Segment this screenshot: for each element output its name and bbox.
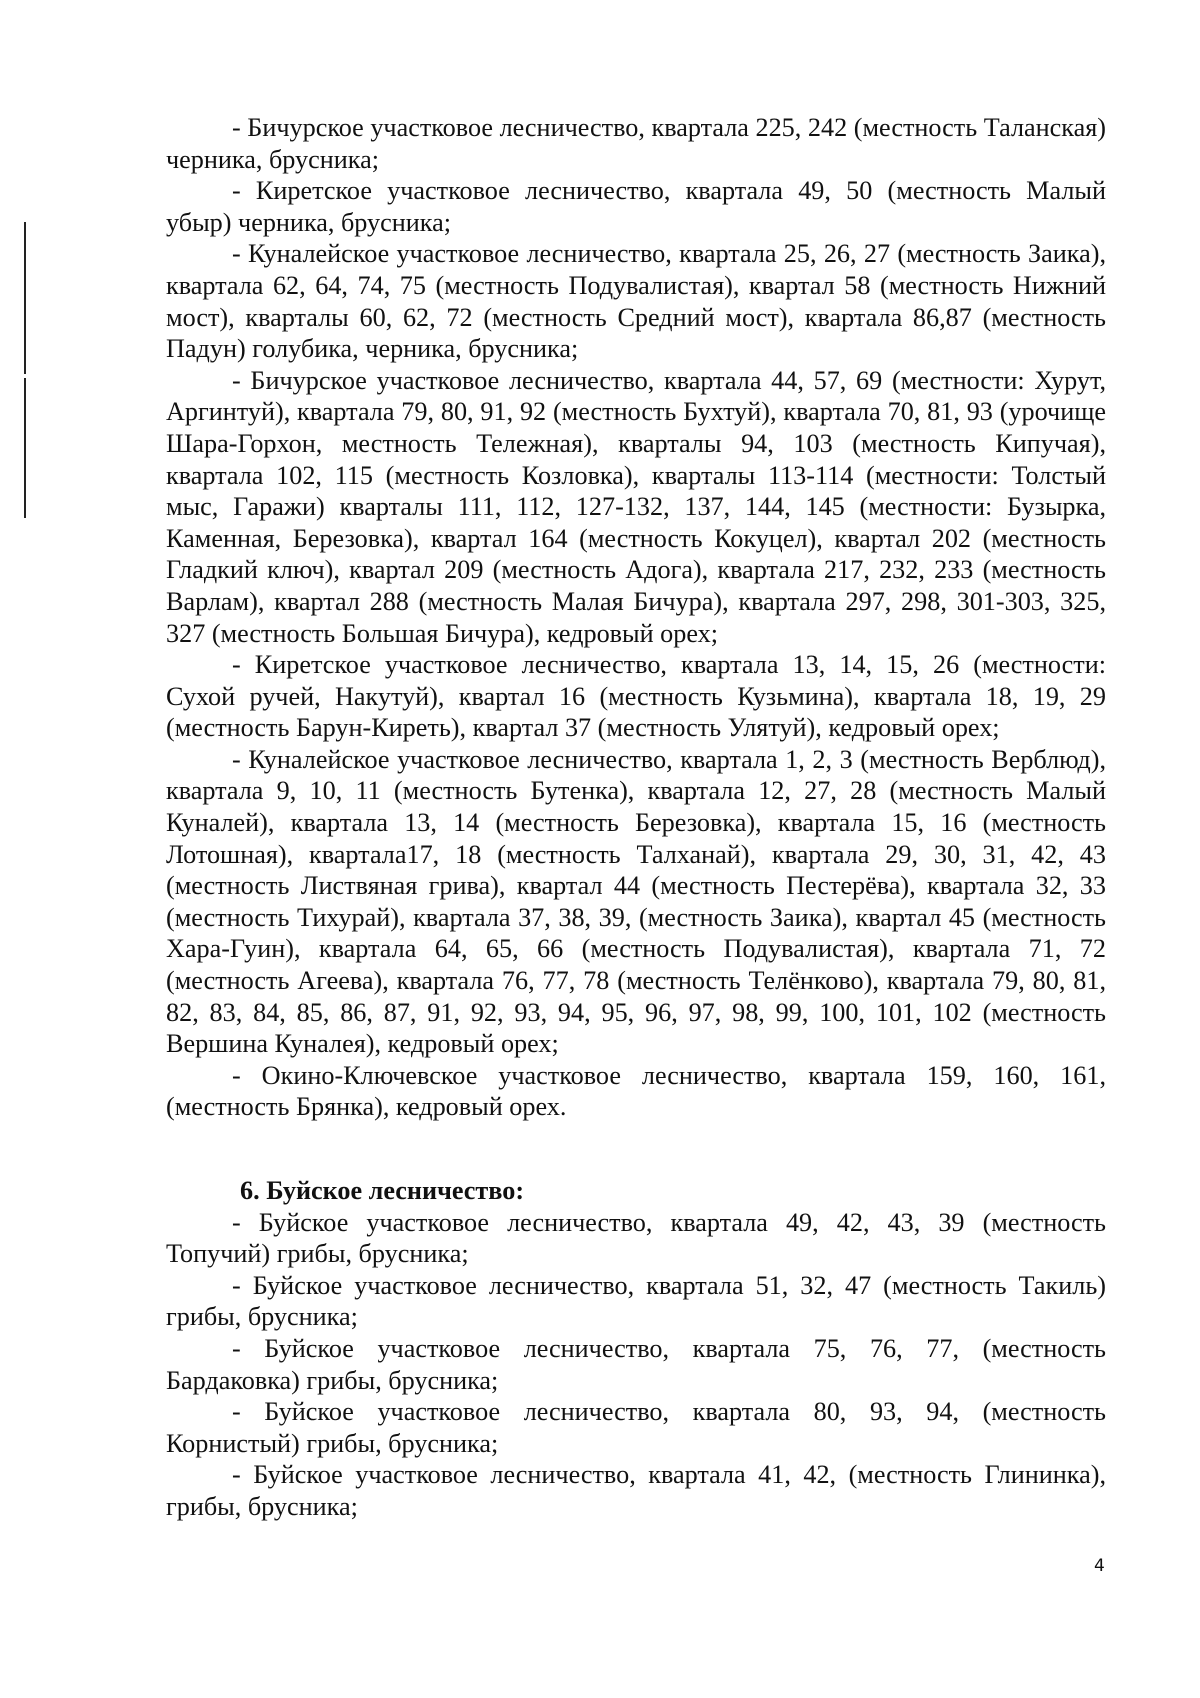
paragraph: - Буйское участковое лесничество, квартала 49, 42, 43, 39 (местность Топучий) грибы, брусника; bbox=[166, 1207, 1106, 1269]
paragraph: - Киретское участковое лесничество, квартала 13, 14, 15, 26 (местности: Сухой ручей, Накутуй), квартал 16 (местность Кузьмина), квартала 18, 19, 29 (местность Барун-Киреть), квартал 37 (местность Улятуй), кедровый орех; bbox=[166, 650, 1106, 743]
document-body bbox=[166, 112, 1106, 1523]
paragraph: - Буйское участковое лесничество, квартала 75, 76, 77, (местность Бардаковка) грибы, брусника; bbox=[166, 1333, 1106, 1395]
section-heading: 6. Буйское лесничество: bbox=[240, 1176, 525, 1205]
paragraph: - Окино-Ключевское участковое лесничество, квартала 159, 160, 161, (местность Брянка), кедровый орех. bbox=[166, 1060, 1106, 1122]
paragraph: - Куналейское участковое лесничество, квартала 1, 2, 3 (местность Верблюд), квартала 9, 10, 11 (местность Бутенка), квартала 12, 27, 28 (местность Малый Куналей), квартала 13, 14 (местность Березовка), квартала 15, 16 (местность Лотошная), квартала17, 18 (местность Талханай), квартала 29, 30, 31, 42, 43 (местность Листвяная грива), квартал 44 (местность Пестерёва), квартала 32, 33 (местность Тихурай), квартала 37, 38, 39, (местность Заика), квартал 45 (местность Хара-Гуин), квартала 64, 65, 66 (местность Подувалистая), квартала 71, 72 (местность Агеева), квартала 76, 77, 78 (местность Телёнково), квартала 79, 80, 81, 82, 83, 84, 85, 86, 87, 91, 92, 93, 94, 95, 96, 97, 98, 99, 100, 101, 102 (местность Вершина Куналея), кедровый орех; bbox=[166, 744, 1106, 1059]
paragraph: - Буйское участковое лесничество, квартала 51, 32, 47 (местность Такиль) грибы, брусника; bbox=[166, 1270, 1106, 1332]
margin-change-bar bbox=[24, 222, 26, 374]
paragraph: - Буйское участковое лесничество, квартала 41, 42, (местность Глининка), грибы, брусника; bbox=[166, 1460, 1106, 1521]
paragraph: - Бичурское участковое лесничество, квартала 225, 242 (местность Таланская) черника, брусника; bbox=[166, 113, 1106, 174]
paragraph: - Куналейское участковое лесничество, квартала 25, 26, 27 (местность Заика), квартала 62, 64, 74, 75 (местность Подувалистая), квартал 58 (местность Нижний мост), кварталы 60, 62, 72 (местность Средний мост), квартала 86,87 (местность Падун) голубика, черника, брусника; bbox=[166, 239, 1106, 364]
paragraph: - Буйское участковое лесничество, квартала 80, 93, 94, (местность Корнистый) грибы, брусника; bbox=[166, 1397, 1106, 1458]
paragraph: - Киретское участковое лесничество, квартала 49, 50 (местность Малый убыр) черника, брусника; bbox=[166, 176, 1106, 237]
paragraph: - Бичурское участковое лесничество, квартала 44, 57, 69 (местности: Хурут, Аргинтуй), квартала 79, 80, 91, 92 (местность Бухтуй), квартала 70, 81, 93 (урочище Шара-Горхон, местность Тележная), кварталы 94, 103 (местность Кипучая), квартала 102, 115 (местность Козловка), кварталы 113-114 (местности: Толстый мыс, Гаражи) кварталы 111, 112, 127-132, 137, 144, 145 (местности: Бузырка, Каменная, Березовка), квартал 164 (местность Кокуцел), квартал 202 (местность Гладкий ключ), квартал 209 (местность Адога), квартала 217, 232, 233 (местность Варлам), квартал 288 (местность Малая Бичура), квартала 297, 298, 301-303, 325, 327 (местность Большая Бичура), кедровый орех; bbox=[166, 365, 1106, 648]
page-number: 4 bbox=[1094, 1556, 1105, 1576]
margin-change-bar bbox=[24, 378, 26, 518]
